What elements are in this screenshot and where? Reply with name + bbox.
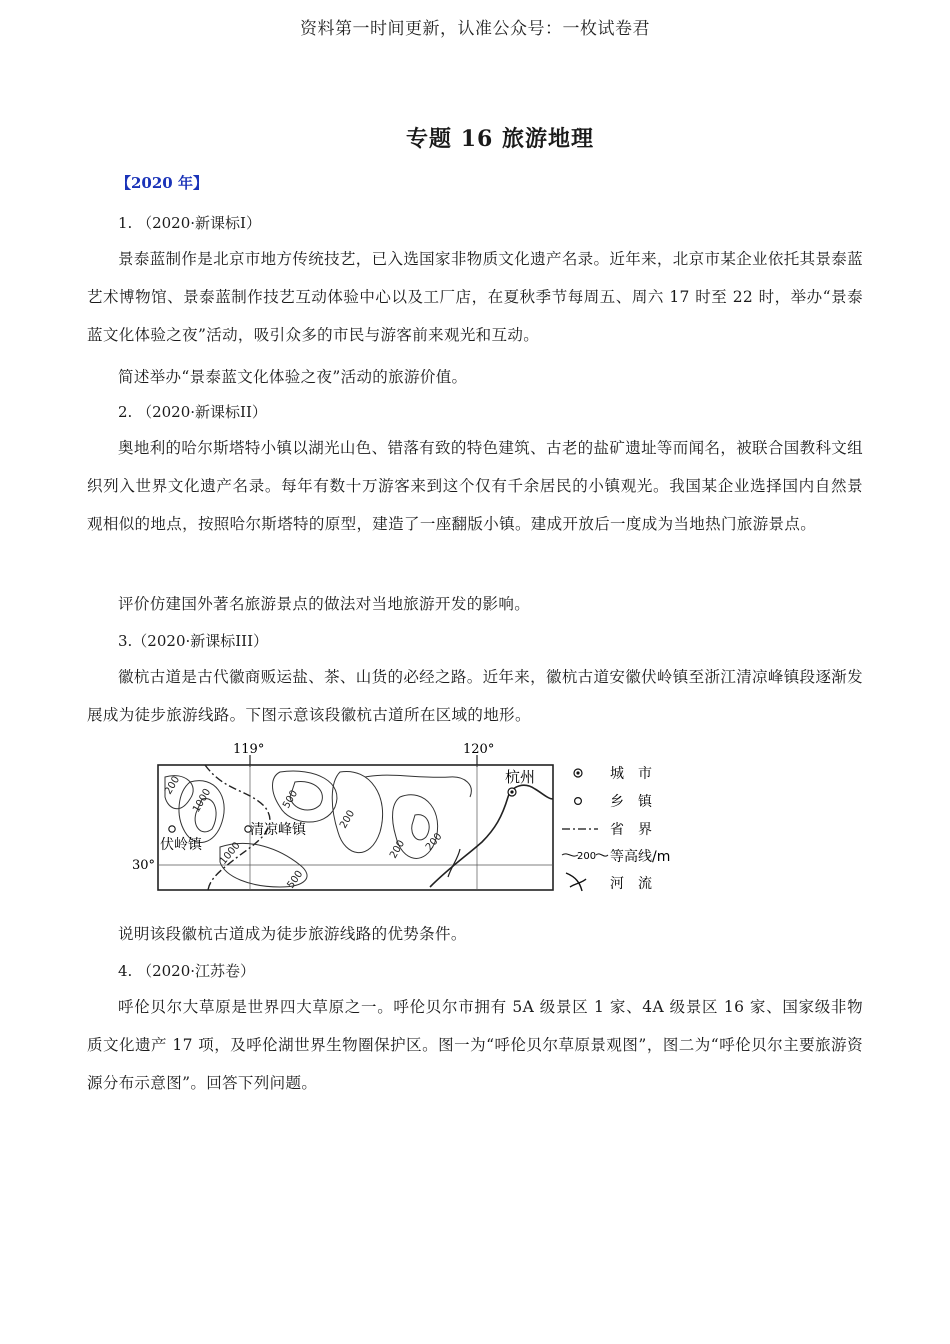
legend-contour-label: 等高线/m bbox=[610, 849, 670, 865]
question-4-material: 呼伦贝尔大草原是世界四大草原之一。呼伦贝尔市拥有 5A 级景区 1 家、4A 级景区 16 家、国家级非物质文化遗产 17 项，及呼伦湖世界生物圈保护区。图一为“呼伦贝尔草原景观图”，图二为“呼伦贝尔主要旅游资源分布示意图”。回答下列问题。 bbox=[87, 998, 863, 1092]
contour-line bbox=[273, 771, 337, 822]
legend-contour-sample: 200 bbox=[577, 851, 597, 862]
question-1-ask: 简述举办“景泰蓝文化体验之夜”活动的旅游价值。 bbox=[118, 368, 468, 386]
contour-line bbox=[332, 771, 382, 852]
qingliangfeng-label: 清凉峰镇 bbox=[250, 822, 306, 838]
contour-label: 200 bbox=[388, 838, 408, 861]
lon-119-label: 119° bbox=[233, 742, 265, 757]
contour-label: 1000 bbox=[191, 786, 214, 815]
legend-city-label: 城 市 bbox=[610, 766, 652, 782]
legend-river-symbol bbox=[566, 873, 586, 891]
question-1-material: 景泰蓝制作是北京市地方传统技艺，已入选国家非物质文化遗产名录。近年来，北京市某企业依托其景泰蓝艺术博物馆、景泰蓝制作技艺互动体验中心以及工厂店，在夏秋季节每周五、周六 17 时至 22 时，举办“景泰蓝文化体验之夜”活动，吸引众多的市民与游客前来观光和互动。 bbox=[87, 250, 863, 344]
question-3-number: 3.（2020·新课标III） bbox=[118, 632, 269, 650]
legend-boundary-label: 省 界 bbox=[610, 822, 652, 838]
question-4-number: 4. （2020·江苏卷） bbox=[118, 962, 256, 980]
map-legend bbox=[562, 766, 670, 892]
lat-30-label: 30° bbox=[132, 858, 156, 873]
contour-label: 200 bbox=[423, 831, 445, 853]
terrain-map-figure bbox=[130, 737, 670, 899]
fuling-town-marker bbox=[169, 826, 175, 832]
question-1-number: 1. （2020·新课标I） bbox=[118, 214, 261, 232]
legend-town-label: 乡 镇 bbox=[610, 794, 652, 810]
contour-label: 500 bbox=[285, 868, 306, 891]
contour-label: 200 bbox=[338, 808, 358, 831]
river-line bbox=[430, 785, 553, 887]
watermark-header: 资料第一时间更新，认准公众号：一枚试卷君 bbox=[300, 19, 650, 39]
question-2-material: 奥地利的哈尔斯塔特小镇以湖光山色、错落有致的特色建筑、古老的盐矿遗址等而闻名，被联合国教科文组织列入世界文化遗产名录。每年有数十万游客来到这个仅有千余居民的小镇观光。我国某企业选择国内自然景观相似的地点，按照哈尔斯塔特的原型，建造了一座翻版小镇。建成开放后一度成为当地热门旅游景点。 bbox=[87, 439, 863, 533]
contour-label: 200 bbox=[163, 774, 183, 797]
legend-town-symbol bbox=[575, 798, 582, 805]
contour-line bbox=[365, 775, 471, 797]
hangzhou-label: 杭州 bbox=[505, 768, 536, 786]
year-label: 【2020 年】 bbox=[116, 174, 208, 192]
contour-label: 500 bbox=[281, 788, 301, 811]
question-3-ask: 说明该段徽杭古道成为徒步旅游线路的优势条件。 bbox=[118, 925, 467, 943]
contour-label: 1000 bbox=[217, 840, 243, 867]
lon-120-label: 120° bbox=[463, 742, 495, 757]
question-2-ask: 评价仿建国外著名旅游景点的做法对当地旅游开发的影响。 bbox=[118, 595, 531, 613]
legend-river-label: 河 流 bbox=[610, 876, 652, 892]
river-tributary bbox=[448, 849, 460, 877]
question-2-number: 2. （2020·新课标II） bbox=[118, 403, 267, 421]
page-title: 专题 16 旅游地理 bbox=[406, 126, 594, 152]
contour-line bbox=[412, 815, 429, 840]
fuling-label: 伏岭镇 bbox=[160, 837, 202, 853]
question-3-material: 徽杭古道是古代徽商贩运盐、茶、山货的必经之路。近年来，徽杭古道安徽伏岭镇至浙江清凉峰镇段逐渐发展成为徒步旅游线路。下图示意该段徽杭古道所在区域的地形。 bbox=[87, 668, 863, 724]
